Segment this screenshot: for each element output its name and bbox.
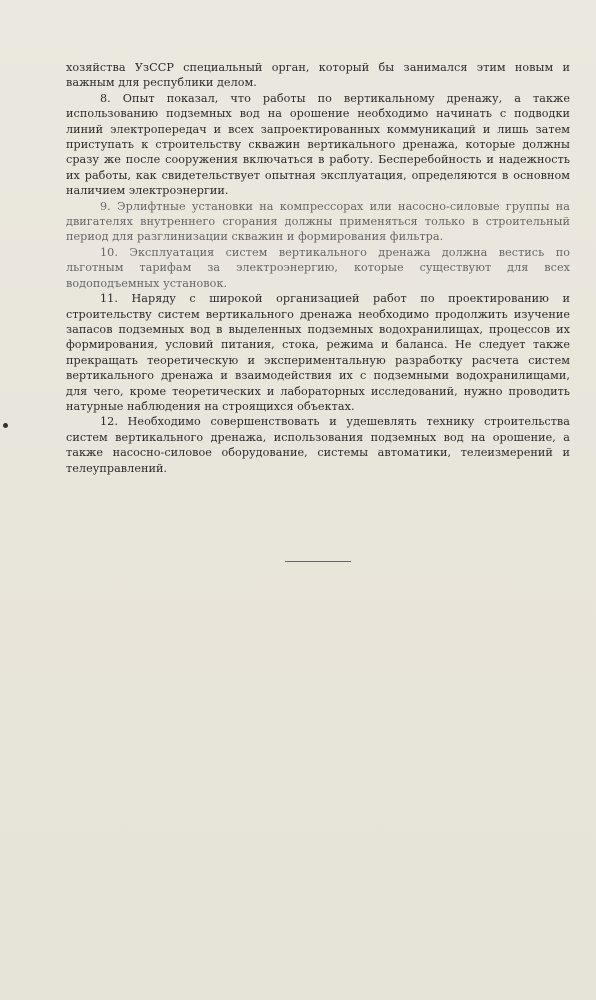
paragraph-11: 11. Наряду с широкой организацией работ по проектированию и строительству систем вертикального дренажа необходимо продолжить изучение запасов подземных вод в выделенных подземных водохранилищах, процессов их формирования, условий питания, стока, режима и баланса. Не следует также прекращать теоретическую и экспериментальную разработку расчета систем вертикального дренажа и взаимодействия их с подземными водохранилищами, для чего, кроме теоретических и лабораторных исследований, нужно проводить натурные наблюдения на строящихся объектах. [66,292,570,413]
paragraph-continuation: хозяйства УзССР специальный орган, который бы занимался этим новым и важным для республики делом. [66,61,570,90]
paragraph-12: 12. Необходимо совершенствовать и удешевлять технику строительства систем вертикального дренажа, использования подземных вод на орошение, а также насосно-силовое оборудование, системы автоматики, телеизмерений и телеуправлений. [66,415,570,475]
paragraph-8: 8. Опыт показал, что работы по вертикальному дренажу, а также использованию подземных вод на орошение необходимо начинать с подводки линий электропередач и всех запроектированных коммуникаций и лишь затем приступать к строительству скважин вертикального дренажа, которые должны сразу же после сооружения включаться в работу. Бесперебойность и надежность их работы, как свидетельствует опытная эксплуатация, определяются в основном наличием электроэнергии. [66,91,570,198]
document-body [66,60,570,476]
margin-ink-mark [3,423,8,428]
paragraph-9: 9. Эрлифтные установки на компрессорах или насосно-силовые группы на двигателях внутреннего сгорания должны применяться только в строительный период для разглинизации скважин и формирования фильтра. [66,199,570,244]
section-divider [285,561,351,562]
paragraph-10: 10. Эксплуатация систем вертикального дренажа должна вестись по льготным тарифам за электроэнергию, которые существуют для всех водоподъемных установок. [66,245,570,290]
